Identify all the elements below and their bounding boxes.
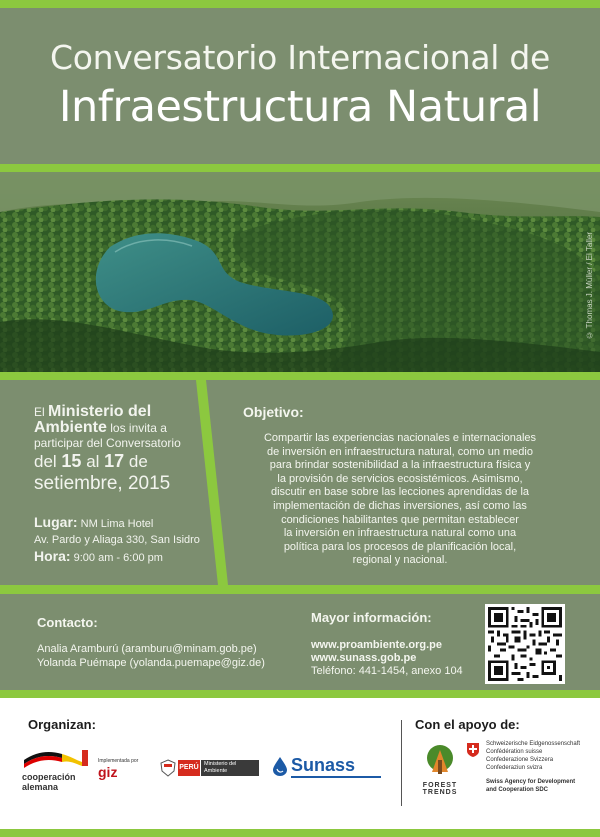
cooperacion-alemana-logo: [22, 746, 92, 796]
photo-accent-bar: [0, 372, 600, 380]
proambiente-link[interactable]: www.proambiente.org.pe: [311, 639, 442, 651]
ministry-name: Ministerio del: [48, 403, 152, 420]
sunass-logo: [272, 754, 388, 784]
rainforest-lake-photo: [0, 172, 600, 372]
footer-divider: [401, 720, 402, 806]
supporters-title: Con el apoyo de:: [415, 717, 520, 732]
swiss-sdc-logo: [466, 740, 596, 810]
ministry-name-2: Ambiente: [34, 419, 107, 436]
photo-credit: © Thomas J. Müller / El Taller: [585, 232, 594, 340]
sdc-line2: and Cooperation SDC: [486, 787, 549, 793]
title-line-2: Infraestructura Natural: [58, 82, 542, 132]
minam-logo: [160, 758, 260, 782]
german-flag-wave-icon: [22, 746, 92, 768]
venue-block: [34, 514, 200, 566]
minam-label: Ministerio del Ambiente: [201, 760, 259, 776]
header-panel: [0, 8, 600, 164]
invites-text: los invita a: [110, 421, 167, 435]
contact-panel: [0, 594, 600, 690]
lugar-label: Lugar:: [34, 514, 78, 530]
objective-text: Compartir las experiencias nacionales e internacionales de inversión en infraestructura natural, como un medio para brindar sostenibilidad a la infraestructura física y la provisión de servicios ecosistémicos. Asimismo, discutir en base sobre las lecciones aprendidas de la implementación de dichas inversiones, así como las condiciones habilitantes que permitan establecer la inversión en infraestructura natural como una política para los procesos de planificación local, regional y nacional.: [263, 432, 537, 567]
header-accent-bar: [0, 164, 600, 172]
peru-shield-icon: [160, 759, 176, 777]
more-info-title: Mayor información:: [311, 610, 432, 625]
contact-title: Contacto:: [37, 615, 98, 630]
organizers-title: Organizan:: [28, 717, 96, 732]
invitation-lead: El: [34, 405, 45, 419]
venue-address: Av. Pardo y Aliaga 330, San Isidro: [34, 534, 200, 546]
sunass-wordmark: Sunass: [291, 755, 356, 775]
swiss-confederation-names: Schweizerische Eidgenossenschaft Confédération suisse Confederazione Svizzera Confederaziun svizra Swiss Agency for Development and Cooperation SDC: [486, 741, 581, 793]
day-end: 17: [104, 451, 125, 471]
lugar-value: NM Lima Hotel: [80, 518, 154, 530]
rainforest-lake-image: [0, 172, 600, 372]
invitation-line-3: participar del Conversatorio: [34, 436, 181, 450]
objective-title: Objetivo:: [243, 404, 304, 420]
event-dates: del 15 al 17 de: [34, 451, 148, 471]
footer-logos: [0, 706, 600, 830]
top-accent-bar: [0, 0, 600, 8]
forest-trends-logo: [418, 742, 462, 802]
hora-label: Hora:: [34, 548, 71, 564]
forest-label: FOREST: [422, 782, 458, 789]
phone-number: Teléfono: 441-1454, anexo 104: [311, 665, 463, 677]
event-info-panel: [0, 380, 600, 585]
contact-accent-bar: [0, 690, 600, 698]
giz-implemented-by: Implementada por: [98, 758, 139, 764]
bottom-accent-bar: [0, 829, 600, 837]
giz-logo: [98, 758, 158, 788]
info-accent-bar: [0, 585, 600, 594]
sunass-link[interactable]: www.sunass.gob.pe: [311, 652, 417, 664]
hora-value: 9:00 am - 6:00 pm: [73, 552, 163, 564]
sunass-underline: [291, 776, 381, 778]
sdc-line1: Swiss Agency for Development: [486, 779, 576, 785]
title-line-1: Conversatorio Internacional de: [49, 38, 551, 77]
day-start: 15: [61, 451, 82, 471]
coop-alemana-line2: alemana: [22, 782, 59, 792]
event-month-year: setiembre, 2015: [34, 473, 171, 494]
qr-code-icon: [488, 607, 562, 681]
coop-alemana-line1: cooperación: [22, 772, 76, 782]
tree-icon: [418, 742, 462, 778]
qr-code[interactable]: [485, 604, 565, 684]
water-drop-icon: [272, 756, 288, 776]
contact-aramburu[interactable]: Analia Aramburú (aramburu@minam.gob.pe): [37, 643, 257, 655]
peru-label: PERÚ: [178, 760, 200, 776]
invitation-block: [34, 404, 209, 495]
giz-wordmark: giz: [98, 764, 118, 780]
contact-puemape[interactable]: Yolanda Puémape (yolanda.puemape@giz.de): [37, 657, 265, 669]
swiss-cross-icon: [466, 742, 480, 758]
trends-label: TRENDS: [422, 789, 458, 796]
